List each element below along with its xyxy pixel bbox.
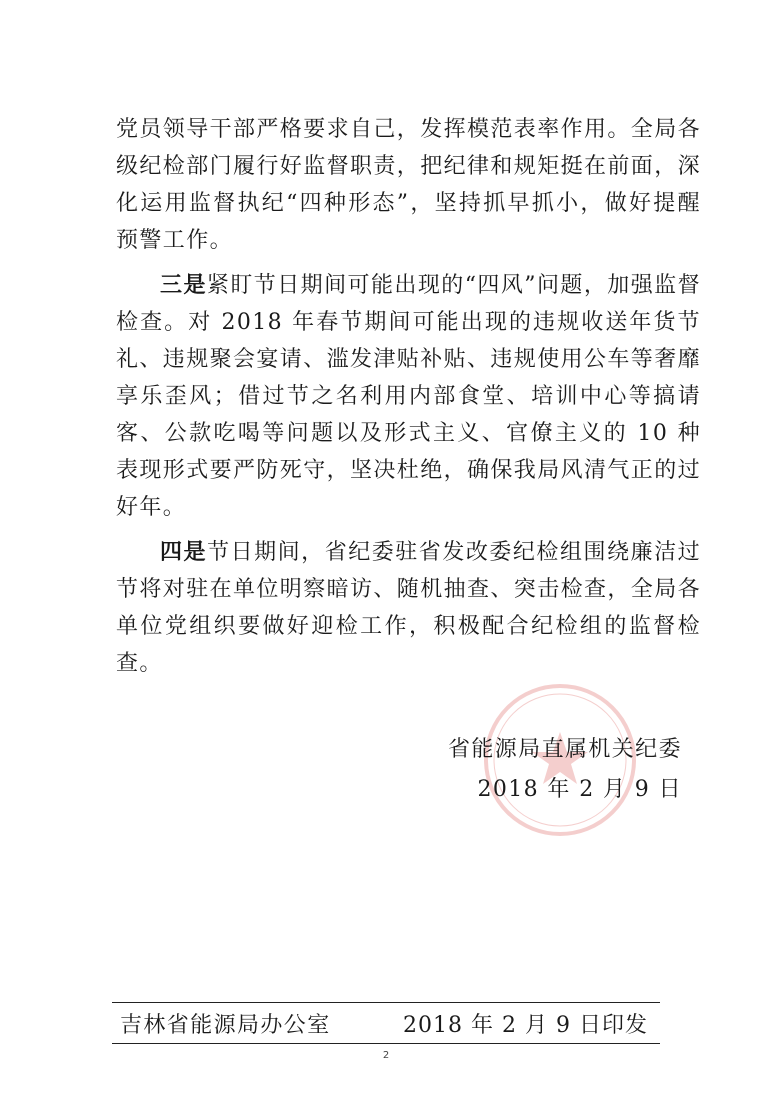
footer-divider-bottom	[112, 1043, 660, 1044]
paragraph-1: 党员领导干部严格要求自己，发挥模范表率作用。全局各级纪检部门履行好监督职责，把纪律和规矩挺在前面，深化运用监督执纪“四种形态”，坚持抓早抓小，做好提醒预警工作。	[116, 117, 702, 253]
paragraph-3-lead: 四是	[160, 539, 208, 565]
page-number: 2	[382, 1050, 390, 1061]
footer-issue-date: 2018 年 2 月 9 日印发	[403, 1013, 648, 1038]
footer-divider-top	[112, 1002, 660, 1003]
signature-date: 2018 年 2 月 9 日	[477, 777, 682, 802]
paragraph-2-text: 紧盯节日期间可能出现的“四风”问题，加强监督检查。对 2018 年春节期间可能出现的违规收送年货节礼、违规聚会宴请、滥发津贴补贴、违规使用公车等奢靡享乐歪风；借过节之名利用内部食堂、培训中心等搞请客、公款吃喝等问题以及形式主义、官僚主义的 10 种表现形式要严防死守，坚决杜绝，确保我局风清气正的过好年。	[116, 273, 702, 520]
body-text	[116, 111, 701, 682]
signature-block	[448, 730, 682, 810]
paragraph-2-lead: 三是	[160, 272, 207, 298]
footer-issuer: 吉林省能源局办公室	[120, 1013, 331, 1038]
paragraph-2	[116, 267, 701, 526]
paragraph-3	[116, 534, 701, 682]
signature-org: 省能源局直属机关纪委	[447, 737, 682, 762]
paragraph-3-text: 节日期间，省纪委驻省发改委纪检组围绕廉洁过节将对驻在单位明察暗访、随机抽查、突击检查，全局各单位党组织要做好迎检工作，积极配合纪检组的监督检查。	[116, 540, 702, 676]
